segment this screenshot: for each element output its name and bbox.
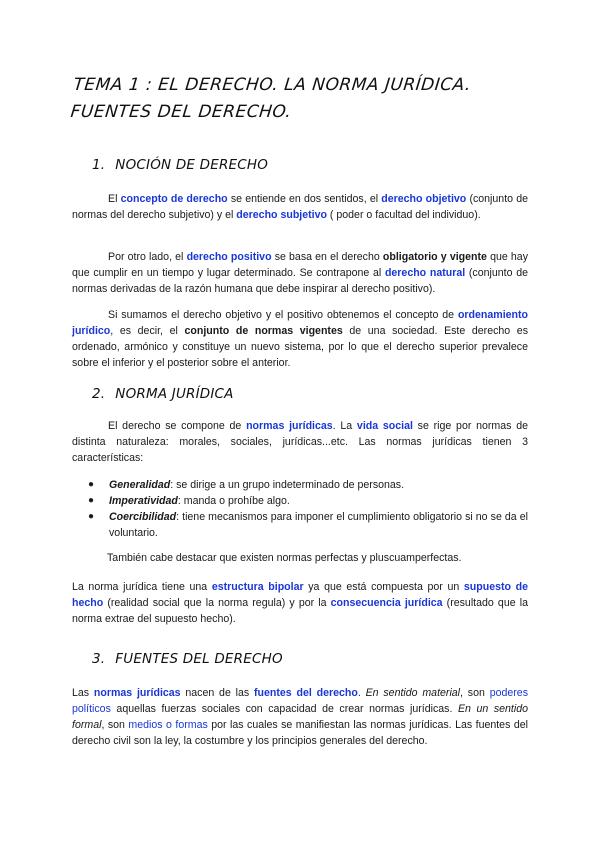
section-1-heading [92,156,268,174]
section-2-title: NORMA JURÍDICA [115,386,234,402]
s3-paragraph-1: Las normas jurídicas nacen de las fuentes del derecho. En sentido material, son poderes políticos aquellas fuerzas sociales con capacidad de crear normas jurídicas. En un sentido formal, son medios o formas por las cuales se manifiestan las normas jurídicas. Las fuentes del derecho civil son la ley, la costumbre y los principios generales del derecho. [72,687,528,747]
s2-paragraph-2: También cabe destacar que existen normas perfectas y pluscuamperfectas. [107,552,462,564]
term-ordenamiento-juridico: ordenamiento jurídico [72,309,528,337]
s2-paragraph-1: El derecho se compone de normas jurídicas. La vida social se rige por normas de distinta naturaleza: morales, sociales, jurídicas...etc. Las normas jurídicas tienen 3 características: [72,420,528,464]
section-3-heading [92,650,283,668]
section-1-number: 1. [92,157,106,173]
term-fuentes-del-derecho: fuentes del derecho [254,687,358,699]
term-derecho-positivo: derecho positivo [186,251,272,263]
term-estructura-bipolar: estructura bipolar [211,581,304,593]
term-normas-juridicas: normas jurídicas [246,420,333,432]
characteristics-list [72,477,528,541]
bullet-icon: ● [88,511,95,522]
term-medios-o-formas: medios o formas [128,719,208,731]
bullet-icon: ● [88,479,95,490]
section-3-number: 3. [92,651,106,667]
term-consecuencia-juridica: consecuencia jurídica [330,597,443,609]
term-obligatorio-vigente: obligatorio y vigente [382,251,487,263]
section-1-title: NOCIÓN DE DERECHO [115,157,269,173]
s1-paragraph-3: Si sumamos el derecho objetivo y el positivo obtenemos el concepto de ordenamiento jurídico, es decir, el conjunto de normas vigentes de una sociedad. Este derecho es ordenado, armónico y constituye un nuevo sistema, por lo que el derecho superior prevalece sobre el inferior y el posterior sobre el anterior. [72,309,528,369]
section-2-number: 2. [92,386,106,402]
term-normas-juridicas-2: normas jurídicas [93,687,181,699]
term-derecho-natural: derecho natural [384,267,466,279]
term-concepto-de-derecho: concepto de derecho [120,193,228,205]
section-2-heading [92,385,234,403]
list-item: ● Generalidad: se dirige a un grupo indeterminado de personas. [88,479,405,491]
s1-paragraph-1: El concepto de derecho se entiende en dos sentidos, el derecho objetivo (conjunto de normas del derecho subjetivo) y el derecho subjetivo ( poder o facultad del individuo). [72,193,528,221]
bullet-icon: ● [88,495,95,506]
term-derecho-objetivo: derecho objetivo [381,193,467,205]
term-vida-social: vida social [356,420,413,432]
list-item: ● Coercibilidad: tiene mecanismos para imponer el cumplimiento obligatorio si no se da el voluntario. [88,511,528,539]
list-item: ● Imperatividad: manda o prohíbe algo. [88,495,290,507]
term-supuesto-de-hecho: supuesto de hecho [72,581,528,609]
document-title: TEMA 1 : EL DERECHO. LA NORMA JURÍDICA. FUENTES DEL DERECHO. [69,75,473,122]
term-conjunto-normas-vigentes: conjunto de normas vigentes [184,325,343,337]
term-derecho-subjetivo: derecho subjetivo [236,209,327,221]
term-poderes-politicos: poderes políticos [72,687,528,715]
s2-paragraph-3: La norma jurídica tiene una estructura bipolar ya que está compuesta por un supuesto de hecho (realidad social que la norma regula) y por la consecuencia jurídica (resultado que la norma extrae del supuesto hecho). [72,581,528,625]
section-3-title: FUENTES DEL DERECHO [115,651,283,667]
s1-paragraph-2: Por otro lado, el derecho positivo se basa en el derecho obligatorio y vigente que hay que cumplir en un tiempo y lugar determinado. Se contrapone al derecho natural (conjunto de normas derivadas de la razón humana que debe inspirar al derecho positivo). [72,251,528,295]
